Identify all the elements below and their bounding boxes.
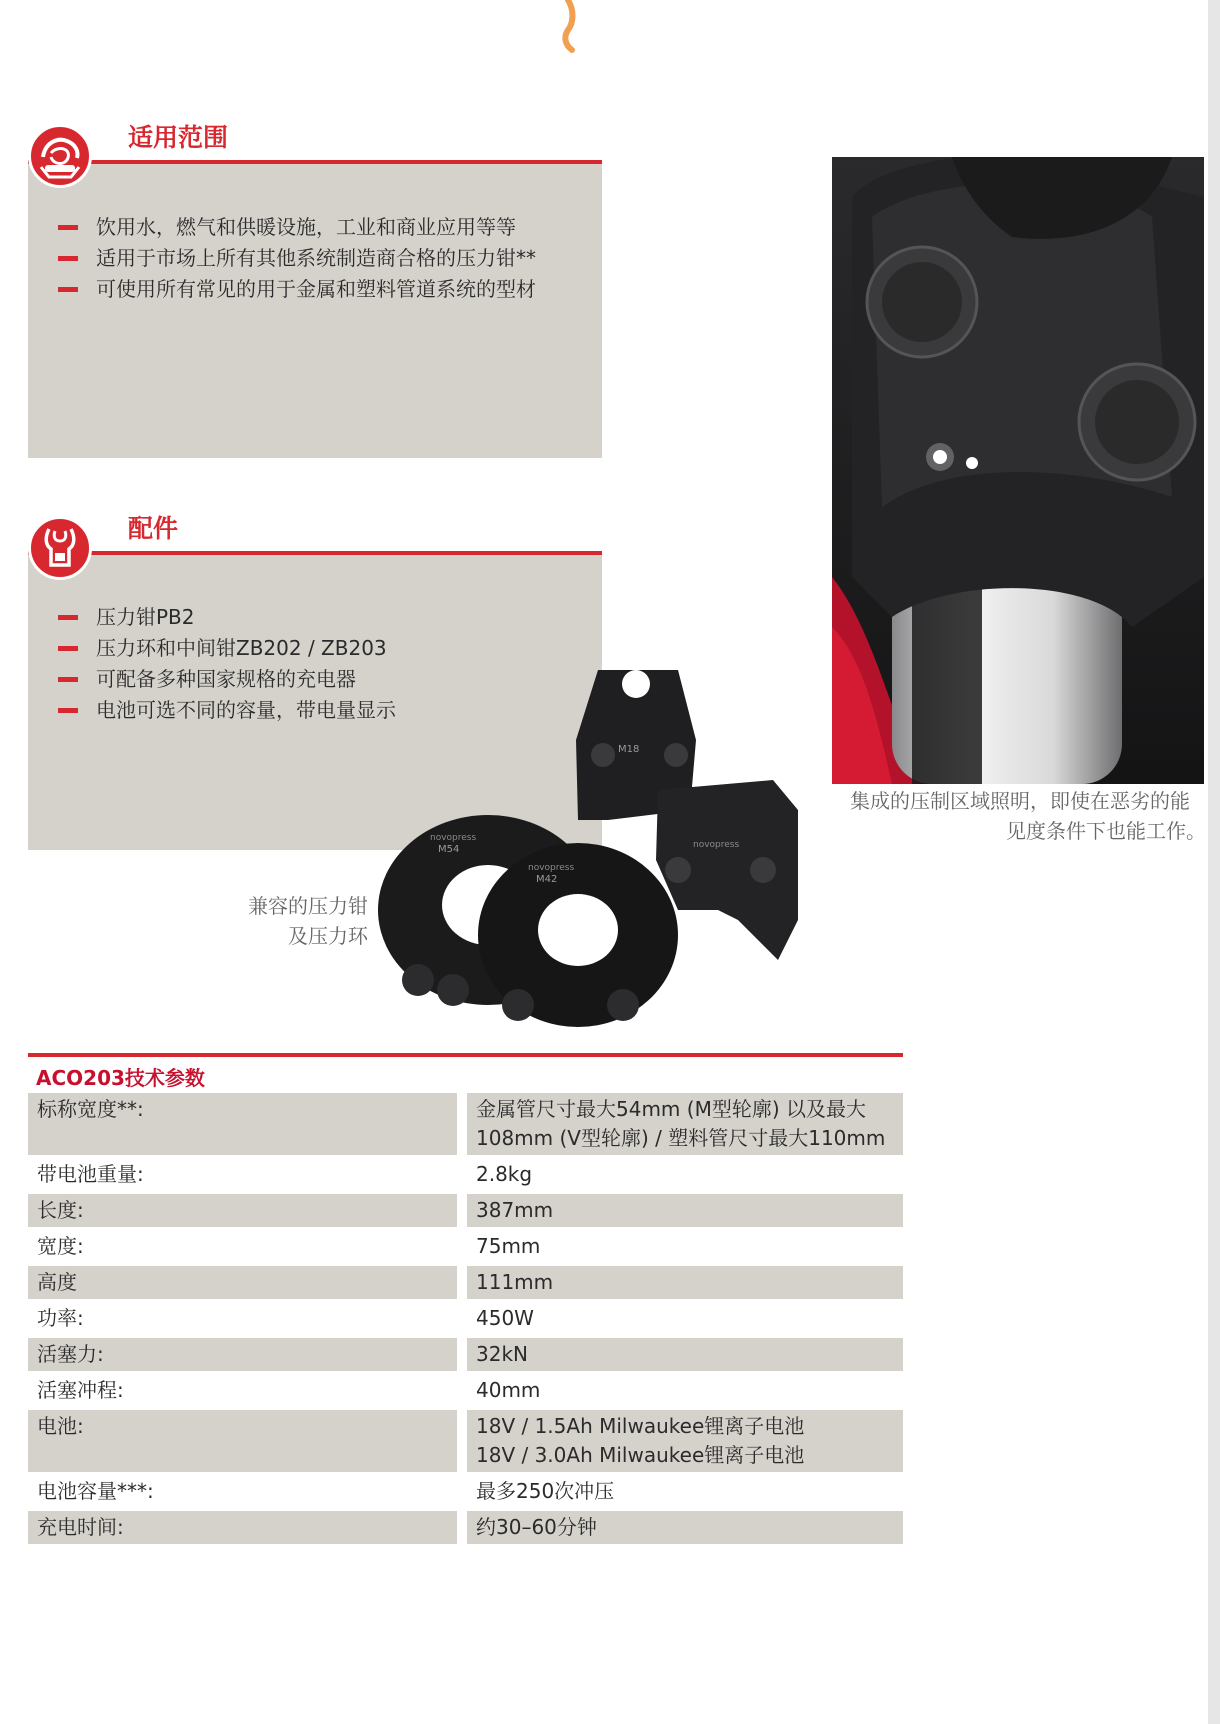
- press-jaw-icon: [28, 516, 92, 580]
- bullet-dash: [58, 677, 78, 682]
- list-item: 适用于市场上所有其他系统制造商合格的压力钳**: [28, 243, 536, 274]
- accessories-header: [28, 507, 602, 555]
- svg-text:M18: M18: [618, 744, 640, 755]
- press-tool-photo: [832, 157, 1204, 784]
- spec-label: 充电时间:: [28, 1511, 457, 1544]
- spec-value: 450W: [476, 1306, 534, 1330]
- spec-value: 2.8kg: [476, 1162, 533, 1186]
- spec-label: 宽度:: [37, 1234, 84, 1258]
- scope-header-rule: [28, 160, 602, 164]
- svg-text:novopress: novopress: [528, 863, 575, 873]
- spec-value: 111mm: [467, 1266, 903, 1299]
- list-item: 压力环和中间钳ZB202 / ZB203: [28, 633, 396, 664]
- list-item: 压力钳PB2: [28, 602, 396, 633]
- spec-label: 电池容量***:: [37, 1479, 154, 1503]
- spec-value: 75mm: [476, 1234, 541, 1258]
- spec-value: 32kN: [467, 1338, 903, 1371]
- bullet-dash: [58, 225, 78, 230]
- jaws-caption: 兼容的压力钳 及压力环: [248, 894, 368, 948]
- scope-header: [28, 116, 602, 164]
- spec-label: 高度: [28, 1266, 457, 1299]
- bullet-dash: [58, 646, 78, 651]
- spec-value: 约30–60分钟: [467, 1511, 903, 1544]
- table-row: [28, 1158, 903, 1191]
- page-edge: [1208, 0, 1220, 1724]
- spec-value: 金属管尺寸最大54mm (M型轮廓) 以及最大 108mm (V型轮廓) / 塑料管尺寸最大110mm: [467, 1093, 903, 1155]
- spec-label: 活塞冲程:: [37, 1378, 124, 1402]
- table-row: [28, 1194, 903, 1227]
- tool-head-icon: [28, 124, 92, 188]
- decorative-orange-curve: [540, 0, 600, 60]
- svg-text:novopress: novopress: [430, 833, 477, 843]
- spec-value: 387mm: [467, 1194, 903, 1227]
- svg-text:M54: M54: [438, 844, 460, 855]
- accessories-header-rule: [28, 551, 602, 555]
- table-row: [28, 1410, 903, 1472]
- spec-label: 功率:: [37, 1306, 84, 1330]
- scope-list: [28, 212, 536, 305]
- svg-text:novopress: novopress: [693, 840, 740, 850]
- list-item: 饮用水，燃气和供暖设施，工业和商业应用等等: [28, 212, 536, 243]
- tool-light-caption: 集成的压制区域照明，即使在恶劣的能 见度条件下也能工作。: [850, 789, 1206, 843]
- spec-table: [28, 1093, 903, 1547]
- press-jaws-photo: [378, 660, 818, 1040]
- accessories-list: [28, 602, 396, 726]
- bullet-dash: [58, 256, 78, 261]
- bullet-dash: [58, 615, 78, 620]
- bullet-dash: [58, 708, 78, 713]
- scope-title: 适用范围: [128, 123, 229, 152]
- list-item: 可配备多种国家规格的充电器: [28, 664, 396, 695]
- spec-label: 活塞力:: [28, 1338, 457, 1371]
- bullet-dash: [58, 287, 78, 292]
- table-row: [28, 1374, 903, 1407]
- table-row: [28, 1338, 903, 1371]
- accessories-title: 配件: [128, 514, 179, 543]
- table-row: [28, 1302, 903, 1335]
- table-row: [28, 1266, 903, 1299]
- list-item: 可使用所有常见的用于金属和塑料管道系统的型材: [28, 274, 536, 305]
- table-row: [28, 1475, 903, 1508]
- table-row: [28, 1093, 903, 1155]
- svg-text:M42: M42: [536, 874, 558, 885]
- spec-rule: [28, 1053, 903, 1057]
- spec-value: 18V / 1.5Ah Milwaukee锂离子电池 18V / 3.0Ah Milwaukee锂离子电池: [467, 1410, 903, 1472]
- scope-panel: [28, 164, 602, 458]
- table-row: [28, 1230, 903, 1263]
- spec-label: 标称宽度**:: [28, 1093, 457, 1155]
- spec-title: ACO203技术参数: [36, 1066, 205, 1090]
- spec-value: 最多250次冲压: [476, 1479, 615, 1503]
- table-row: [28, 1511, 903, 1544]
- list-item: 电池可选不同的容量，带电量显示: [28, 695, 396, 726]
- spec-label: 电池:: [28, 1410, 457, 1472]
- spec-label: 带电池重量:: [37, 1162, 144, 1186]
- spec-value: 40mm: [476, 1378, 541, 1402]
- spec-label: 长度:: [28, 1194, 457, 1227]
